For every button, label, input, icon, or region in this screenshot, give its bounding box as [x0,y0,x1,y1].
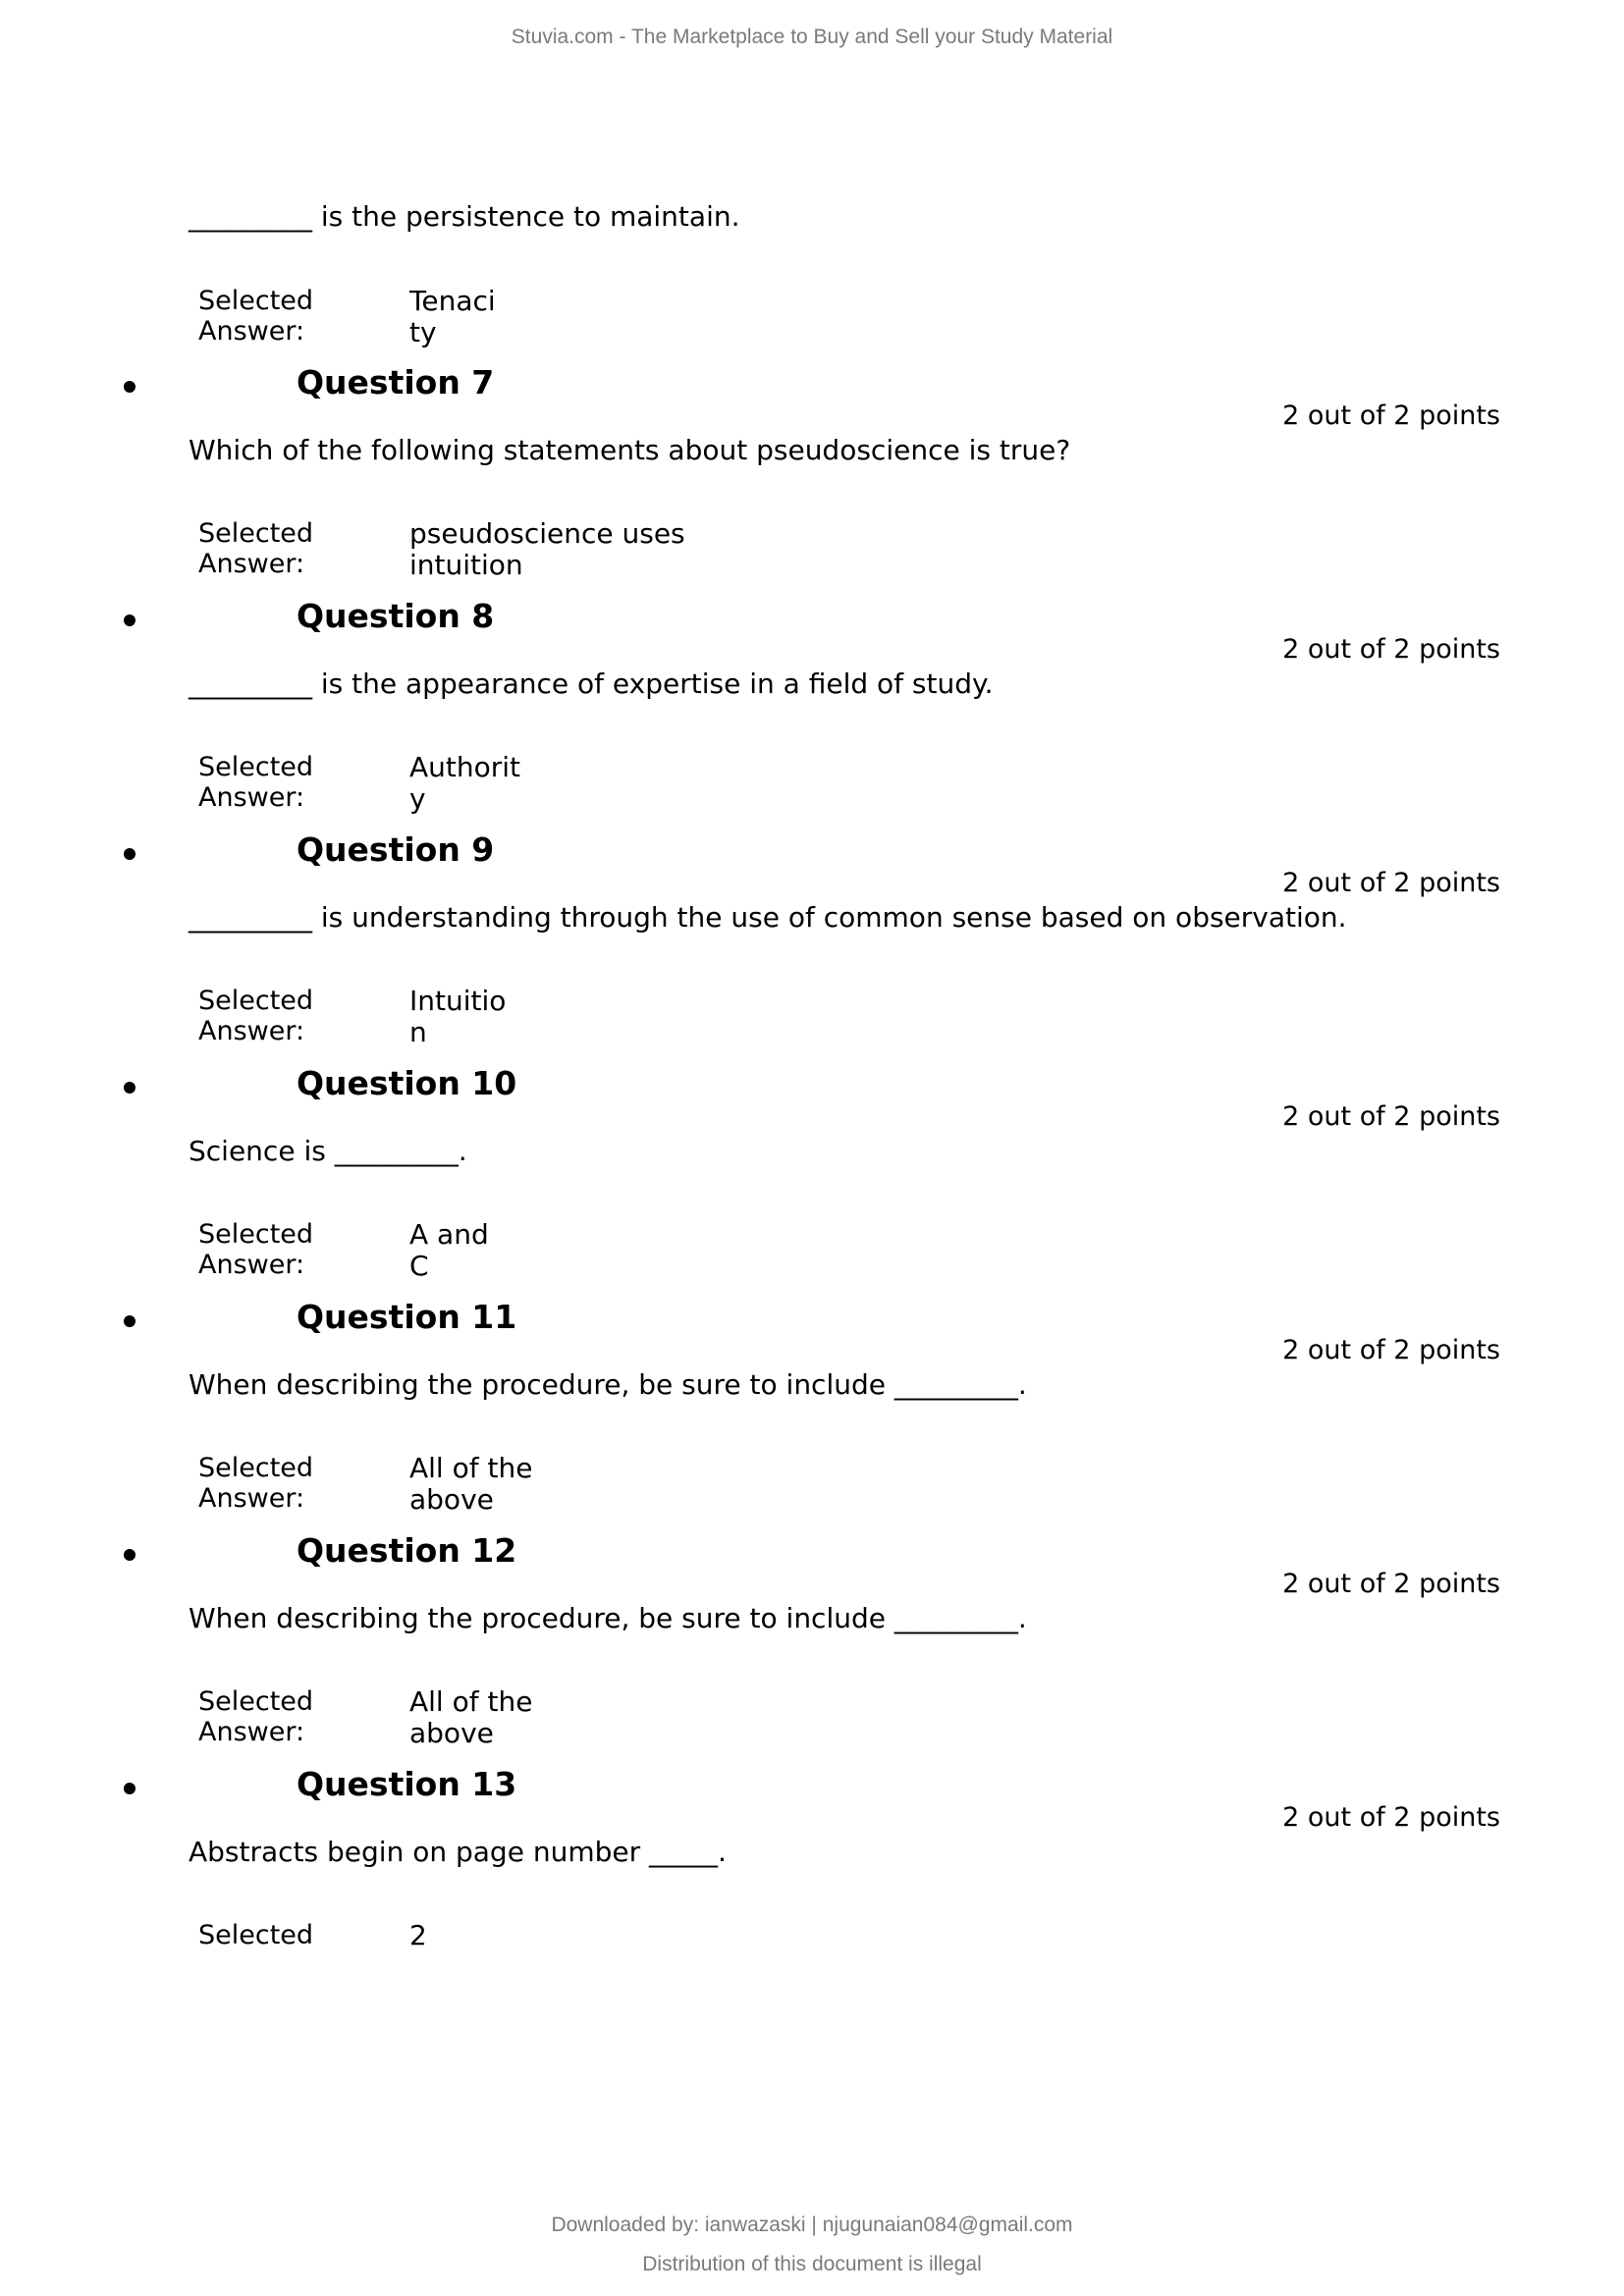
selected-answer-label: Selected Answer: [198,1686,314,1747]
question-points: 2 out of 2 points [1282,400,1500,431]
bullet-icon [124,1082,135,1094]
bullet-icon [124,1549,135,1561]
question-text: When describing the procedure, be sure to include _________. [189,1368,1027,1401]
selected-answer-label: Selected [198,1920,314,1950]
selected-answer-value: A and C [409,1218,489,1282]
selected-answer-label: Selected Answer: [198,1219,314,1280]
question-text: _________ is understanding through the use of common sense based on observation. [189,901,1347,934]
selected-answer-value: 2 [409,1919,427,1951]
question-text: When describing the procedure, be sure to include _________. [189,1602,1027,1634]
question-title: Question 7 [297,363,495,401]
selected-answer-value: Intuitio n [409,985,507,1048]
selected-answer-value: All of the above [409,1452,533,1516]
selected-answer-value: pseudoscience uses intuition [409,517,685,581]
selected-answer-value: All of the above [409,1685,533,1749]
question-points: 2 out of 2 points [1282,1101,1500,1132]
bullet-icon [124,1315,135,1327]
question-text: Which of the following statements about pseudoscience is true? [189,434,1071,466]
question-title: Question 11 [297,1298,517,1336]
question-title: Question 13 [297,1765,517,1803]
bullet-icon [124,848,135,860]
selected-answer-label: Selected Answer: [198,986,314,1046]
footer-distribution-notice: Distribution of this document is illegal [642,2253,982,2275]
question-text: Science is _________. [189,1135,467,1167]
selected-answer-label: Selected Answer: [198,1453,314,1514]
question-points: 2 out of 2 points [1282,634,1500,665]
page-header: Stuvia.com - The Marketplace to Buy and Sell your Study Material [511,26,1113,48]
question-text: Abstracts begin on page number _____. [189,1836,727,1868]
question-text: _________ is the appearance of expertise in a field of study. [189,667,994,700]
question-text: _________ is the persistence to maintain. [189,200,740,233]
question-points: 2 out of 2 points [1282,1569,1500,1599]
footer-downloaded-by: Downloaded by: ianwazaski | njugunaian084@gmail.com [551,2214,1073,2236]
question-title: Question 10 [297,1064,517,1102]
bullet-icon [124,614,135,626]
bullet-icon [124,381,135,393]
selected-answer-value: Tenaci ty [409,285,496,348]
question-points: 2 out of 2 points [1282,1802,1500,1833]
selected-answer-label: Selected Answer: [198,286,314,347]
question-title: Question 9 [297,830,495,869]
selected-answer-label: Selected Answer: [198,752,314,813]
selected-answer-label: Selected Answer: [198,518,314,579]
selected-answer-value: Authorit y [409,751,521,815]
bullet-icon [124,1783,135,1794]
question-points: 2 out of 2 points [1282,868,1500,898]
question-title: Question 8 [297,597,495,635]
question-title: Question 12 [297,1531,517,1570]
question-points: 2 out of 2 points [1282,1335,1500,1365]
